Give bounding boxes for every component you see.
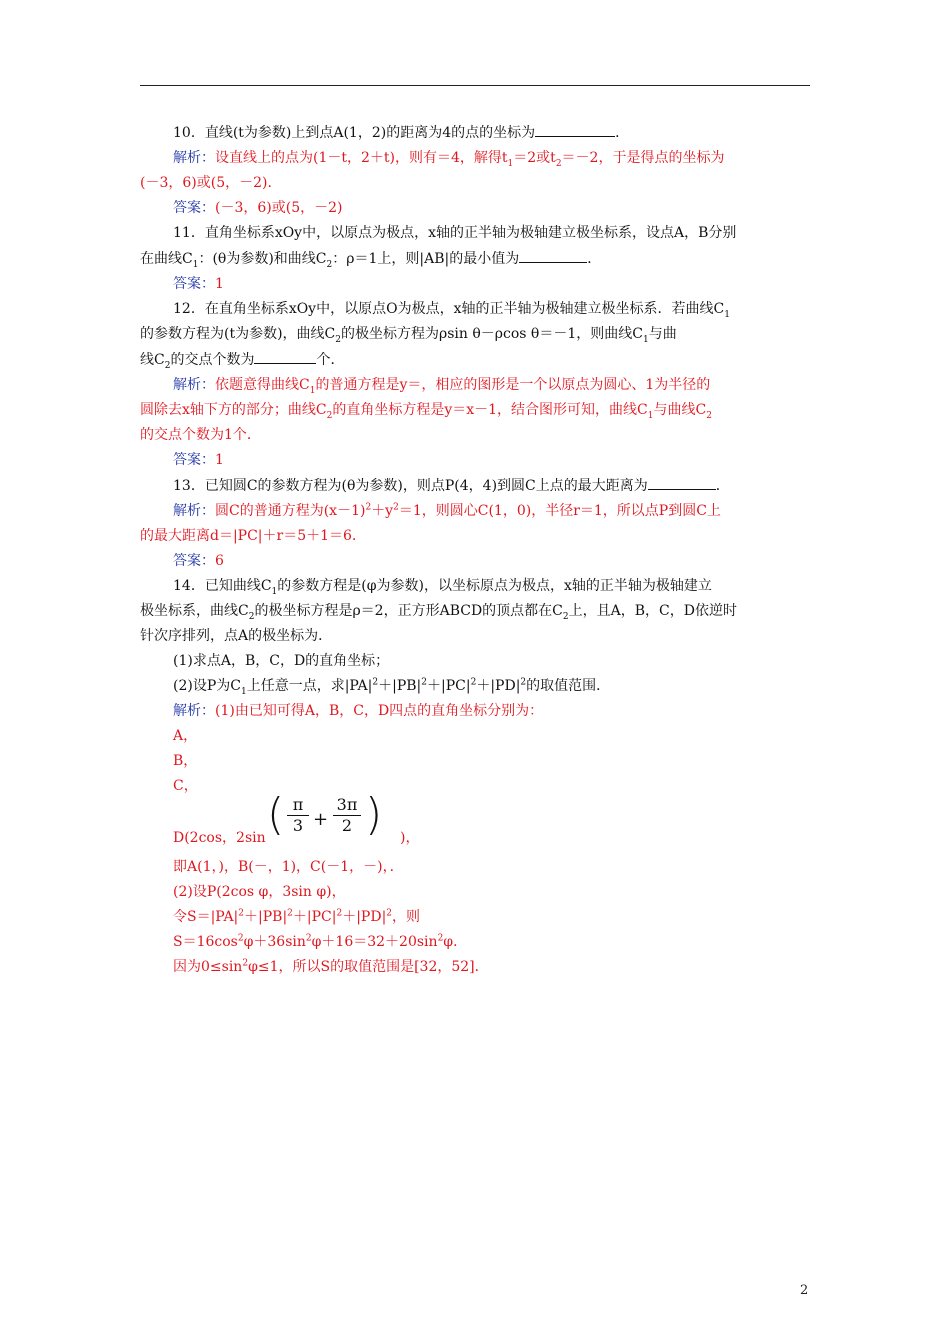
question-11-cont: 在曲线$C_1$：(θ为参数)和曲线$C_2$：ρ＝1上，则|AB|的最小值为 ． — [140, 246, 810, 272]
question-12-cont: 的参数方程为(t为参数)，曲线$C_2$的极坐标方程为ρsin θ－ρcos θ＝－1，则曲线$C_1$与曲 — [140, 326, 677, 345]
solution-12: 解析：依题意得曲线$C_1$的普通方程是y＝，相应的图形是一个以原点为圆心、1为半径的 — [173, 377, 711, 396]
fraction-pi-over-3: π 3 — [287, 795, 309, 836]
answer-blank — [535, 120, 615, 137]
question-14: 14．已知曲线$C_1$的参数方程是(φ为参数)，以坐标原点为极点，x轴的正半轴为极轴建立 — [173, 578, 712, 597]
answer-12: 答案：1 — [173, 452, 224, 468]
question-14-cont2: 针次序排列，点A的极坐标为． — [140, 628, 333, 644]
solution-14-point-c: C， — [173, 778, 198, 794]
document-body — [140, 120, 810, 980]
solution-14-point-d: D(2cos，2sin ( π 3 + 3π 2 ) )， — [140, 799, 810, 855]
question-12-cont2: 线$C_2$的交点个数为 个． — [140, 347, 810, 373]
solution-10-cont: (－3，6)或(5，－2)． — [140, 175, 282, 191]
solution-14-point-b: B， — [173, 753, 198, 769]
solution-14-point-a: A， — [173, 728, 198, 744]
solution-14-ji: 即A(1，)，B(－，1)，C(－1，－)，． — [173, 859, 404, 875]
question-13: 13．已知圆C的参数方程为(θ为参数)，则点P(4，4)到圆C上点的最大距离为 ． — [140, 473, 810, 499]
answer-10: 答案：(－3，6)或(5，－2) — [173, 200, 343, 216]
solution-10: 解析：设直线上的点为(1－t，2＋t)，则有＝4，解得$t_1=2$或$t_2=-2$，于是得点的坐标为 — [173, 150, 725, 169]
question-14-part2: (2)设P为$C_1$上任意一点，求$|PA|^2+|PB|^2+|PC|^2+|PD|^2$的取值范围． — [173, 677, 611, 697]
solution-13-cont: 的最大距离d＝|PC|＋r＝5＋1＝6． — [140, 528, 366, 544]
page-number: 2 — [800, 1283, 809, 1298]
solution-12-cont: 圆除去x轴下方的部分；曲线$C_2$的直角坐标方程是y＝x－1，结合图形可知，曲线$C_1$与曲线$C_2$ — [140, 402, 712, 421]
fraction-3pi-over-2: 3π 2 — [333, 795, 361, 836]
question-14-cont: 极坐标系，曲线$C_2$的极坐标方程是ρ＝2，正方形ABCD的顶点都在$C_2$上，且A，B，C，D依逆时 — [140, 603, 737, 622]
answer-blank — [519, 246, 587, 263]
answer-blank — [254, 347, 316, 364]
header-rule — [140, 85, 810, 86]
question-11: 11．直角坐标系xOy中，以原点为极点，x轴的正半轴为极轴建立极坐标系，设点A，B分别 — [173, 225, 737, 241]
solution-14-part2: (2)设P(2cos φ，3sin φ)， — [173, 884, 346, 900]
question-10: 10．直线(t为参数)上到点A(1，2)的距离为4的点的坐标为 ． — [140, 120, 810, 146]
solution-14: 解析：(1)由已知可得A，B，C，D四点的直角坐标分别为： — [173, 703, 544, 719]
answer-11: 答案：1 — [173, 276, 224, 292]
solution-14-conclusion: 因为$0\le\sin^2\varphi\le 1$，所以S的取值范围是[32，52]． — [173, 958, 489, 975]
fraction-expression: ( π 3 + 3π 2 ) — [267, 789, 383, 840]
answer-13: 答案：6 — [173, 553, 224, 569]
solution-12-cont2: 的交点个数为1个． — [140, 427, 261, 443]
question-12: 12．在直角坐标系xOy中，以原点O为极点，x轴的正半轴为极轴建立极坐标系．若曲线$C_1$ — [173, 301, 730, 320]
solution-13: 解析：圆C的普通方程为$(x-1)^2+y^2=1$，则圆心C(1，0)，半径r＝1，所以点P到圆C上 — [173, 502, 721, 519]
question-14-part1: (1)求点A，B，C，D的直角坐标； — [173, 653, 390, 669]
solution-14-ling: 令$S=|PA|^2+|PB|^2+|PC|^2+|PD|^2$，则 — [173, 908, 421, 925]
solution-14-s: $S=16\cos^2\varphi+36\sin^2\varphi+16=32+20\sin^2\varphi$． — [173, 933, 468, 950]
answer-blank — [648, 473, 716, 490]
